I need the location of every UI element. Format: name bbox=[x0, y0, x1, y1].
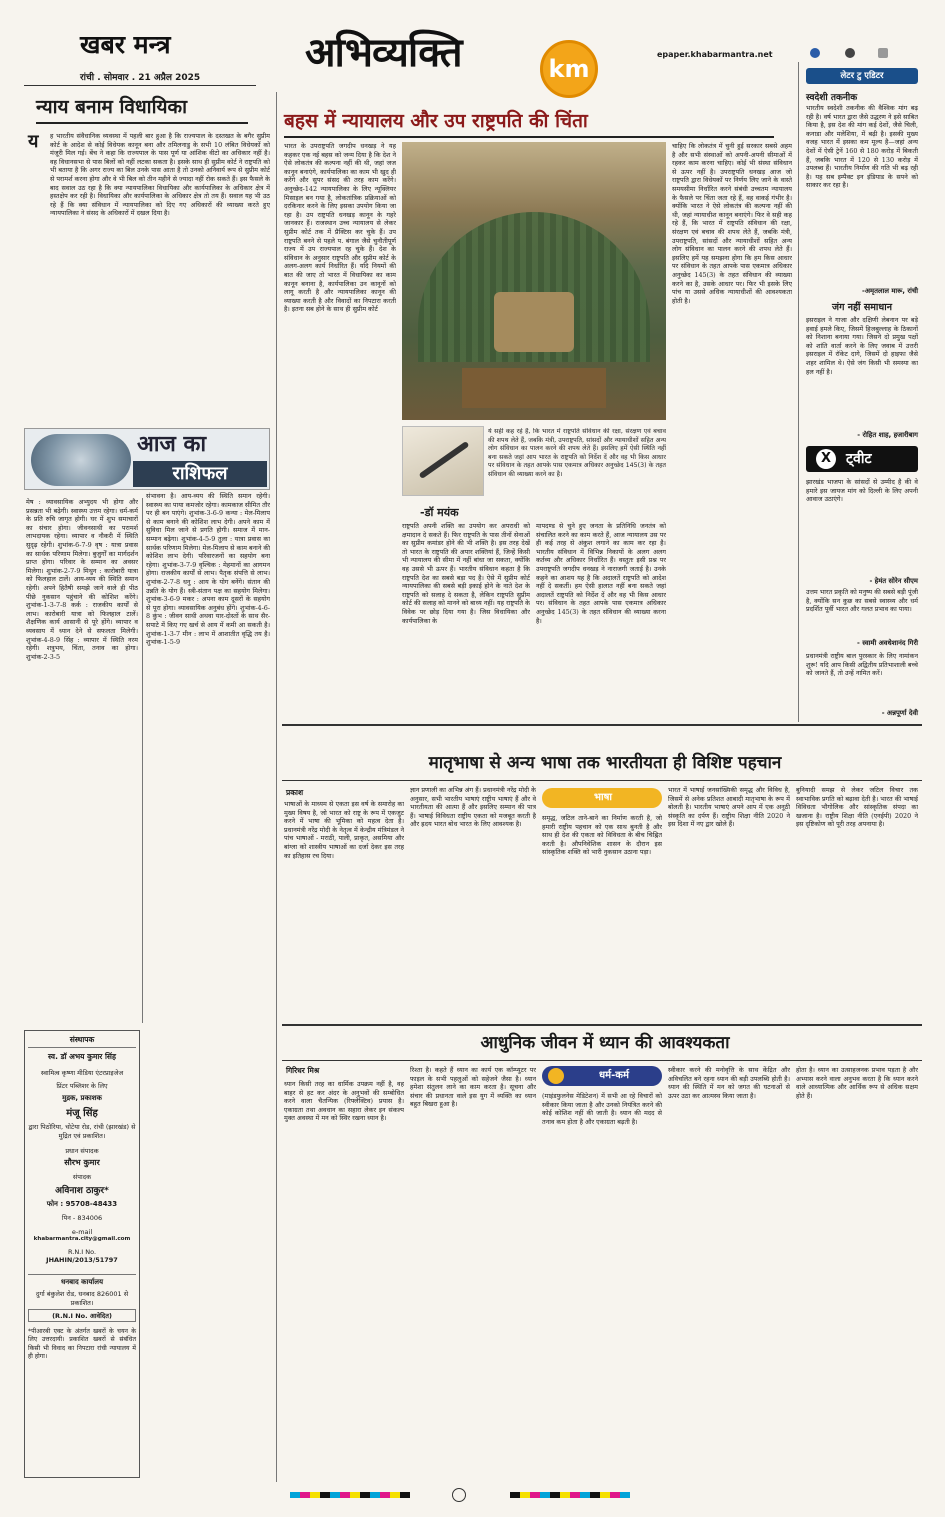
letters-header: लेटर टु एडिटर bbox=[806, 68, 918, 84]
imprint-email-label: e-mail bbox=[71, 1228, 93, 1236]
letter-1-sign: -अमृतलाल मारू, रांची bbox=[862, 287, 918, 295]
main-quote: ये सही कह रहे हैं, कि भारत में राष्ट्रपति संविधान की रक्षा, संरक्षण एवं बचाव की शपथ लेते हैं, जबकि मंत्री, उपराष्ट्रपति, सांसदों और न्यायाधीशों सहित अन्य लोग संविधान का पालन करने की शपथ लेते हैं। इसलिए हमें ऐसी स्थिति नहीं बना सकते जहां आप भारत के राष्ट्रपति को निर्देश दें और वह भी किस आधार पर संविधान के तहत आपके पास एकमात्र अधिकार अनुच्छेद 145(3) के तहत संविधान की व्याख्या करने का है। bbox=[488, 428, 666, 478]
dateline: रांची . सोमवार . 21 अप्रैल 2025 bbox=[80, 73, 201, 83]
imprint-rni: JHAHIN/2013/51797 bbox=[46, 1256, 118, 1264]
rashifal-title-2: राशिफल bbox=[133, 461, 267, 487]
imprint-printer: मंजू सिंह bbox=[66, 1108, 98, 1119]
imprint-role-editor: प्रधान संपादक bbox=[65, 1147, 99, 1155]
x-logo-icon: X bbox=[816, 449, 836, 469]
imprint-branch-text: दुर्गा बंकुलेश रोड, धनबाद 826001 से प्रकाशित। bbox=[35, 1290, 129, 1307]
section-title: अभिव्यक्ति bbox=[305, 29, 462, 76]
main-author: -डॉ मयंक bbox=[420, 506, 459, 519]
share-icon bbox=[878, 48, 888, 58]
editorial-body: ह भारतीय संवैधानिक व्यवस्था में पहली बार हुआ है कि राज्यपाल के दस्तखत के बगैर सुप्रीम कोर्ट के आदेश से कोई विधेयक कानून बना और तमिलनाडु के सभी 10 लंबित विधेयकों को मंजूरी मिल गई। बेंच ने कहा कि राज्यपाल के पास पूर्ण या आंशिक वीटो का अधिकार नहीं है। वह विधानसभा से पास बिलों को नहीं लटका सकता है। इसके साथ ही सुप्रीम कोर्ट ने राष्ट्रपति को भी बताया है कि अगर राज्य का बिल उनके पास आता है तो उनको अनिवार्य रूप से सुप्रीम कोर्ट से परामर्श करना होगा और वे भी बिल को तीन महीने से ज्यादा नहीं रोक सकते हैं। इस फैसले के बाद सवाल उठ रहा है कि क्या न्यायपालिका विधायिका और कार्यपालिका के अधिकार क्षेत्र में हस्तक्षेप कर रही है। विधायिका और कार्यपालिका के अधिकार क्षेत्र तो तय हैं। सवाल यह भी उठ रहे हैं कि क्या संविधान में न्यायपालिका को दिए गए अधिकारों की व्याख्या करते हुए न्यायपालिका ने संसद के अधिकारों में दखल दिया है। bbox=[50, 132, 270, 218]
main-col-2: राष्ट्रपति अपनी शक्ति का उपयोग कर अपराधी को क्षमादान दे सकते हैं। फिर राष्ट्रपति के पास तीनों सेनाओं का सुप्रीम कमांडर होने की भी शक्ति है। इस तरह देखें तो भारत के राष्ट्रपति की अपार शक्तियां हैं, जिन्हें किसी भी न्यायालय की सीमा में नहीं बांधा जा सकता, क्योंकि वह उससे भी ऊपर हैं। भारतीय संविधान कहता है कि राष्ट्रपति देश का सबसे बड़ा पद है। ऐसे में सुप्रीम कोर्ट न्यायपालिका की सबसे बड़ी इकाई होने के नाते देश के राष्ट्रपति को सलाह दे सकता है, लेकिन राष्ट्रपति सुप्रीम कोर्ट की सलाह को मानने को बाध्य नहीं। यह राष्ट्रपति के विवेक पर छोड़ दिया गया है। जिस विधायिका और कार्यपालिका के bbox=[402, 522, 530, 625]
language-badge-art bbox=[542, 788, 662, 808]
tweet-header: ट्वीट bbox=[846, 451, 872, 467]
editorial-title: न्याय बनाम विधायिका bbox=[36, 92, 248, 124]
meditation-badge-art bbox=[542, 1066, 662, 1086]
fb-icon bbox=[810, 48, 820, 58]
photo-well bbox=[494, 292, 574, 352]
tweet-2-body: उत्तम भारत प्रकृति को मनुष्य की सबसे बड़ी पूंजी है, क्योंकि सन कुछ का सबसे स्वास्थ्य और धर्म प्रदर्शित पूर्वी भारत और गलत प्रभाव का पाया। bbox=[806, 588, 918, 614]
logo-letters: km bbox=[548, 55, 590, 83]
letter-2-title: जंग नहीं समाधान bbox=[832, 302, 892, 313]
imprint-rni-label: R.N.I No. bbox=[67, 1248, 97, 1256]
meditation-badge: धर्म-कर्म bbox=[599, 1070, 629, 1081]
imprint-role-editor2: संपादक bbox=[72, 1173, 92, 1181]
letter-1-body: भारतीय स्वदेशी तकनीक की वैश्विक मांग बढ़ रही है। वर्ष भारत द्वारा जैसे उद्धरण ने इसे साबित किया है, इस देश की मांग कई देशों, जैसे चिली, कनाडा और मलेशिया, में बढ़ी है। इसकी मुख्य वजह भारत में इसका कम मूल्य है—जहां अन्य देशों में ऐसी ट्रेनें 160 से 180 करोड़ में बिकती हैं, जबकि भारत में 120 से 130 करोड़ में उपलब्ध हैं। भारतीय निर्माण की गति भी बढ़ रही है। यह सब इम्पैक्ट इन इंडियाड के सपने को साकार कर रहा है। bbox=[806, 104, 918, 190]
pen-icon bbox=[419, 441, 470, 479]
rashifal-col-2: संभावना है। आय-व्यय की स्थिति समान रहेगी। स्वास्थ्य का पाया कमजोर रहेगा। कामकाज सीमित तौर पर ही बन पाएंगे। शुभांक-3-6-9 कन्या : मेल-मिलाप से काम बनाने की कोशिश लाभ देगी। अपने काम में सुविधा मिल जाने से प्रगति होगी। समाज में मान-सम्मान बढ़ेगा। शुभांक-4-5-9 तुला : यात्रा प्रवास का सार्थक परिणाम मिलेगा। मेल-मिलाप से काम बनाने की कोशिश लाभ देगी। परिवारजनों का सहयोग बना रहेगा। शुभांक-3-7-9 वृश्चिक : मेहमानों का आगमन होगा। राजकीय कार्यों से लाभ। पैतृक संपत्ति से लाभ। शुभांक-2-7-8 धनु : आय के योग बनेंगे। संतान की उन्नति के योग हैं। स्त्री-संतान पक्ष का सहयोग मिलेगा। शुभांक-3-6-9 मकर : अपना काम दूसरों के सहयोग से पूरा होगा। व्यावसायिक अनुबंध होंगे। शुभांक-4-6-8 कुंभ : जीवन साथी अथवा यार-दोस्तों के साथ सैर-सपाटे में किए गए खर्च से आय में कमी आ सकती है। शुभांक-1-3-7 मीन : लाभ में आशातीत वृद्धि तय है। शुभांक-1-5-9 bbox=[146, 492, 270, 647]
meditation-col-2: रिश्ता है। कहते हैं ध्यान का कार्य एक कॉम्प्युटर पर फाइल के सभी पहलुओं को सहेजने जैसा है। ध्यान हमेशा संतुलन लाने का काम करता है। सूचना और संचार की प्रधानता वाले इस युग में व्यक्ति का ध्यान बहुत बिखरा हुआ है। bbox=[410, 1066, 536, 1109]
tweet-2-sign: - स्वामी अवधेशानंद गिरी bbox=[857, 639, 918, 647]
imprint-email[interactable]: khabarmantra.city@gmail.com bbox=[33, 1236, 131, 1242]
meditation-headline: आधुनिक जीवन में ध्यान की आवश्यकता bbox=[480, 1033, 730, 1053]
color-bar-right bbox=[510, 1492, 630, 1498]
tweet-3-body: प्रधानमंत्री राष्ट्रीय बाल पुरस्कार के लिए नामांकन शुरू! यदि आप किसी अद्वितीय प्रतिभाशाली बच्चे को जानते हैं, तो उन्हें नामित करें। bbox=[806, 652, 918, 678]
zodiac-wheel-icon bbox=[31, 434, 131, 486]
language-col-4: भारत में भाषाई जनसांख्यिकी समृद्ध और विविध है, जिसमें से अनेक प्रतिशत आबादी मातृभाषा के रूप में बोलती है। भारतीय भाषाएं अपने आप में एक अनूठी संस्कृति का दर्पण हैं। राष्ट्रीय शिक्षा नीति 2020 ने इस दिशा में नए द्वार खोले हैं। bbox=[668, 786, 790, 829]
language-badge: भाषा bbox=[594, 792, 612, 803]
meditation-col-3: (माइंडफुलनेस मेडिटेशन) में सभी आ रहे विचारों को स्वीकार किया जाता है और उनको नियंत्रित करने की कोई कोशिश नहीं की जाती है। ध्यान की मदद से तनाव कम होता है और एकाग्रता बढ़ती है। bbox=[542, 1092, 662, 1126]
imprint-chief-editor: सौरभ कुमार bbox=[64, 1158, 100, 1167]
imprint-address: द्वारा पिठोरिया, चोटेया रोड, रांची (झारखंड) से मुद्रित एवं प्रकाशित। bbox=[28, 1123, 136, 1140]
main-col-3: मापदण्ड से चुने हुए जनता के प्रतिनिधि जनतंत्र को संचालित करने का काम करते हैं, आज न्यायालय उस पर ही कई तरह से अंकुश लगाने का काम कर रहा है। भारतीय संविधान में विभिन्न निकायों के अलग अलग कर्तव्य और अधिकार निर्धारित हैं। वस्तुतः इसी प्रश्न पर उपराष्ट्रपति जगदीप धनखड़ ने नाराजगी जताई है। उनके कहने का आशय यह है कि अदालतें राष्ट्रपति को आदेश नहीं दे सकतीं। हम ऐसी हालात नहीं बना सकते जहां अदालतें राष्ट्रपति को निर्देश दें और वह भी किस आधार पर। संविधान के तहत आपके पास एकमात्र अधिकार अनुच्छेद 145(3) के तहत संविधान की व्याख्या करना है। bbox=[536, 522, 666, 625]
rashifal-banner bbox=[24, 428, 270, 490]
website-url[interactable]: epaper.khabarmantra.net bbox=[657, 50, 773, 59]
imprint-branch-rni: (R.N.I No. आवेदित) bbox=[28, 1309, 136, 1322]
language-col-3: समृद्ध, जटिल ताने-बाने का निर्माण करती है, जो हमारी राष्ट्रीय पहचान को एक साथ बुनती है और साथ ही देश की एकता को विविधता के बीच चिह्नित करती है। औपनिवेशिक शासन के दौरान इस सांस्कृतिक शक्ति को भारी नुकसान उठाना पड़ा। bbox=[542, 814, 662, 857]
imprint-role-print: मुद्रक, प्रकाशक bbox=[62, 1094, 102, 1102]
language-author: प्रकाश bbox=[286, 788, 304, 797]
tw-icon bbox=[845, 48, 855, 58]
imprint-box bbox=[24, 1030, 140, 1478]
imprint-phone: फोन : 95708-48433 bbox=[46, 1200, 118, 1208]
rashifal-title-1: आज का bbox=[137, 432, 207, 457]
meditation-author: गिरिधर मिश्र bbox=[286, 1066, 320, 1075]
letter-2-body: इसराइल ने गाजा और दक्षिणी लेबनान पर बड़े हवाई हमले किए, जिसमें हिजबुल्लाह के ठिकानों को निशाना बनाया गया। जिसने दो प्रमुख पक्षों को शांति वार्ता करने के लिए जवाब में उत्तरी इसराइल में रॉकेट दागे, जिसमें दो हाइफा जैसे शहर शामिल थे। ऐसे जंग किसी भी समस्या का हल नहीं है। bbox=[806, 316, 918, 376]
tweet-banner bbox=[806, 446, 918, 472]
language-col-1: भाषाओं के माध्यम से एकता इस वर्ष के समारोह का मुख्य विषय है, जो भारत को राष्ट्र के रूप में एकजुट करने में भाषा की भूमिका को महत्व देता है। प्रधानमंत्री नरेंद्र मोदी के नेतृत्व में केन्द्रीय मंत्रिमंडल ने पांच भाषाओं - मराठी, पाली, प्राकृत, असमिया और बांग्ला को शास्त्रीय भाषाओं का दर्जा देकर इस तरह का इतिहास रच दिया। bbox=[284, 800, 404, 860]
main-col-1: भारत के उपराष्ट्रपति जगदीप धनखड़ ने यह कहकर एक नई बहस को जन्म दिया है कि देश ने ऐसे लोकतंत्र की कल्पना नहीं की थी, जहां जज कानून बनाएंगे, कार्यपालिका का काम भी खुद ही करेंगे और सुपर संसद की तरह काम करेंगे। अनुच्छेद-142 न्यायपालिका के लिए न्यूक्लियर मिसाइल बन गया है, लोकतांत्रिक प्रक्रियाओं को दरकिनार करने के लिए इसका उपयोग किया जा रहा है। उप राष्ट्रपति धनखड़ कानून के गहरे जानकार हैं। राजस्थान उच्च न्यायालय से लेकर सुप्रीम कोर्ट तक में प्रैक्टिस कर चुके हैं। उप राष्ट्रपति बनने से पहले प. बंगाल जैसे चुनौतीपूर्ण राज्य में उप राज्यपाल रह चुके हैं। देश के संविधान के अनुसार राष्ट्रपति और सुप्रीम कोर्ट के अलग-अलग कार्य निर्धारित हैं। यदि नियमों की बात की जाए तो भारत में विधायिका का काम कानून बनाना है, कार्यपालिका उन कानूनों को लागू करती है और न्यायपालिका कानून की व्याख्या करती है और विवादों का निपटारा करती है। इतना सब होने के साथ ही सुप्रीम कोर्ट bbox=[284, 142, 396, 314]
letter-2-sign: - रोहित शाह, हजारीबाग bbox=[857, 431, 918, 439]
meditation-col-5: होता है। ध्यान का उत्साहजनक प्रभाव पड़ता है और अभ्यास करने वाला अनुभव करता है कि ध्यान करने वाले आध्यात्मिक और आर्थिक रूप से अधिक सक्षम होते हैं। bbox=[796, 1066, 918, 1100]
site-logo bbox=[540, 40, 598, 98]
imprint-company: स्वामित्व कृष्णा मीडिया एंटरप्राइजेज bbox=[40, 1069, 124, 1077]
imprint-heading: संस्थापक bbox=[28, 1035, 136, 1048]
main-headline: बहस में न्यायालय और उप राष्ट्रपति की चिंता bbox=[284, 106, 774, 138]
editorial-drop-cap: य bbox=[28, 131, 39, 152]
imprint-branch-heading: धनबाद कार्यालय bbox=[28, 1274, 136, 1287]
tweet-3-sign: - अन्नपूर्णा देवी bbox=[881, 709, 918, 717]
imprint-editor: अविनाश ठाकुर* bbox=[55, 1186, 109, 1196]
rashifal-col-1: मेष : व्यावसायिक अभ्युदय भी होगा और प्रसन्नता भी बढ़ेगी। स्वास्थ्य उत्तम रहेगा। धर्म-कर्म के प्रति रुचि जागृत होगी। घर में शुभ समाचारों का संचार होगा। जीवनसाथी का परामर्श लाभदायक रहेगा। व्यापार व नौकरी में स्थिति सुदृढ़ रहेगी। शुभांक-6-7-9 वृष : यात्रा प्रवास का सार्थक परिणाम मिलेगा। बुजुर्गों का मार्गदर्शन प्राप्त होगा। परिवार के सम्मान का अवसर मिलेगा। शुभांक-2-7-9 मिथुन : कारोबारी यात्रा को फिलहाल टालें। आय-व्यय की स्थिति समान रहेगी। अपने हितैषी समझे जाने वाले ही पीठ पीछे नुकसान पहुंचाने की कोशिश करेंगे। शुभांक-1-3-7-8 कर्क : राजकीय कार्यों से लाभ। कारोबारी यात्रा को फिलहाल टालें। शैक्षणिक कार्य आसानी से पूरे होंगे। व्यापार व व्यवसाय में ध्यान देने से सफलता मिलेगी। शुभांक-4-8-9 सिंह : व्यापार में स्थिति नरम रहेगी। शत्रुभय, चिंता, तनाव का होगा। शुभांक-2-3-5 bbox=[26, 498, 138, 661]
brand-name: खबर मन्त्र bbox=[80, 30, 171, 59]
language-col-5: बुनियादी समझ से लेकर जटिल विचार तक स्वाभाविक प्रगति को बढ़ावा देती है। भारत की भाषाई विविधता भौगोलिक और सांस्कृतिक संपदा का खजाना है। राष्ट्रीय शिक्षा नीति (एनईपी) 2020 ने इस दृष्टिकोण को पूरी तरह अपनाया है। bbox=[796, 786, 918, 829]
author-photo bbox=[402, 426, 484, 496]
imprint-founder: स्व. डॉ अभय कुमार सिंह bbox=[48, 1052, 116, 1061]
meditation-col-4: स्वीकार करने की मनोवृत्ति के साथ केंद्रित और अविचलित बने रहना ध्यान की बड़ी उपलब्धि होती है। ध्यान की स्थिति में मन को जगत की घटनाओं से ऊपर उठा कर आत्मस्थ किया जाता है। bbox=[668, 1066, 790, 1100]
registration-mark bbox=[452, 1488, 466, 1502]
imprint-pin: पिन - 834006 bbox=[61, 1214, 103, 1222]
imprint-note: *पीआरबी एक्ट के अंतर्गत खबरों के चयन के लिए उत्तरदायी। प्रकाशित खबरों से संबंधित किसी भी विवाद का निपटारा रांची न्यायालय में ही होगा। bbox=[28, 1328, 136, 1361]
main-col-4: चाहिए कि लोकतंत्र में चुनी हुई सरकार सबसे अहम है और सभी संस्थाओं को अपनी-अपनी सीमाओं में रहकर काम करना चाहिए। कोई भी संस्था संविधान से ऊपर नहीं है। उपराष्ट्रपति धनखड़ आज जो राष्ट्रपति द्वारा विधेयकों पर निर्णय लिए जाने के वास्ते समयसीमा निर्धारित करने संबंधी उच्चतम न्यायालय के फैसले पर चिंता जता रहे हैं, वह वाकई गंभीर है। क्योंकि भारत ने ऐसे लोकतंत्र की कल्पना नहीं की थी, जहां न्यायाधीश कानून बनाएंगे। फिर वे सही कह रहे हैं, कि भारत में राष्ट्रपति संविधान की रक्षा, संरक्षण एवं बचाव की शपथ लेते हैं, जबकि मंत्री, उपराष्ट्रपति, सांसदों और न्यायाधीशों सहित अन्य लोग संविधान का पालन करने की शपथ लेते हैं। इसलिए हमें यह समझना होगा कि हम किस आधार पर संविधान के तहत आपके पास एकमात्र अधिकार अनुच्छेद 145(3) के तहत संविधान की व्याख्या करने का है, उसके आधार पर। फिर भी इसके लिए पांच या उससे अधिक न्यायाधीशों की आवश्यकता होती है। bbox=[672, 142, 792, 305]
imprint-for: प्रिंटर पब्लिशर के लिए bbox=[56, 1082, 108, 1090]
om-icon bbox=[548, 1068, 564, 1084]
tweet-1-sign: - हेमंत सोरेन सीएम bbox=[869, 577, 918, 585]
meditation-col-1: ध्यान किसी तरह का धार्मिक उपक्रम नहीं है, वह बाहर से हट कर अंदर के अनुभवों की सम्बोधित करने वाला चैतन्यिक (रिफ्लेक्टिव) प्रयास है। एकाग्रता तथा अवधान का सहारा लेकर इन संकल्प मुक्त अवस्था में मन को स्थिर रखना ध्यान है। bbox=[284, 1080, 404, 1123]
tweet-1-body: झारखंड भाजपा के सांसदों से उम्मीद है की वे हमारे इस जायज मांग को दिल्ली के लिए अपनी आवाज उठाएंगे। bbox=[806, 478, 918, 504]
photo-dais bbox=[462, 368, 606, 408]
color-bar-left bbox=[290, 1492, 410, 1498]
letter-1-title: स्वदेशी तकनीक bbox=[806, 93, 858, 103]
parliament-photo bbox=[402, 142, 666, 420]
language-headline: मातृभाषा से अन्य भाषा तक भारतीयता ही विशिष्ट पहचान bbox=[428, 753, 782, 773]
language-col-2: ज्ञान प्रणाली का अभिन्न अंग हैं। प्रधानमंत्री नरेंद्र मोदी के अनुसार, सभी भारतीय भाषाएं राष्ट्रीय भाषाएं हैं और वे भारतीयता की आत्मा हैं और इसलिए सम्मान की पात्र हैं। भाषाई विविधता राष्ट्रीय एकता को मजबूत करती है और ह्रदय भारत बोध भारत के लिए आवश्यक है। bbox=[410, 786, 536, 829]
